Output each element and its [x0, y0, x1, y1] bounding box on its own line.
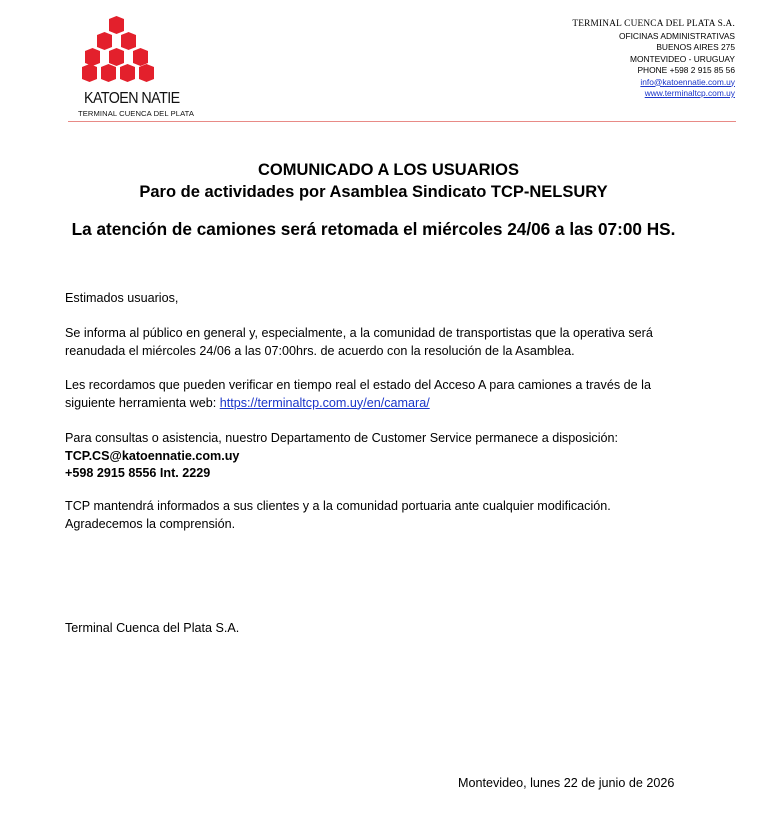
header-divider: [68, 121, 736, 122]
company-name: TERMINAL CUENCA DEL PLATA S.A.: [572, 19, 735, 29]
notice-headline: La atención de camiones será retomada el miércoles 24/06 a las 07:00 HS.: [71, 219, 676, 239]
paragraph-closing: [65, 498, 611, 533]
paragraph-line: Se informa al público en general y, especialmente, a la comunidad de transportistas que la operativa será: [65, 326, 653, 340]
greeting: Estimados usuarios,: [65, 291, 179, 305]
camera-link[interactable]: https://terminaltcp.com.uy/en/camara/: [219, 395, 430, 410]
website-link[interactable]: www.terminaltcp.com.uy: [644, 88, 735, 98]
support-email: TCP.CS@katoennatie.com.uy: [65, 448, 240, 463]
paragraph-line: Les recordamos que pueden verificar en tiempo real el estado del Acceso A para camiones a través de la: [65, 378, 651, 392]
link-prefix: siguiente herramienta web:: [65, 395, 220, 410]
paragraph-line: TCP mantendrá informados a sus clientes y a la comunidad portuaria ante cualquier modificación.: [65, 499, 611, 513]
contact-block: [572, 19, 735, 100]
paragraph-line: Para consultas o asistencia, nuestro Departamento de Customer Service permanece a disposición:: [65, 431, 619, 445]
notice-heading: COMUNICADO A LOS USUARIOS: [258, 161, 519, 179]
contact-email-link[interactable]: info@katoennatie.com.uy: [640, 76, 735, 87]
logo-subtitle: TERMINAL CUENCA DEL PLATA: [78, 109, 195, 118]
paragraph-line: reanudada el miércoles 24/06 a las 07:00hrs. de acuerdo con la resolución de la Asamblea.: [65, 343, 575, 358]
notice-subheading: Paro de actividades por Asamblea Sindicato TCP-NELSURY: [139, 183, 608, 201]
company-logo: [78, 16, 218, 120]
signature: Terminal Cuenca del Plata S.A.: [65, 621, 240, 635]
logo-wordmark: KATOEN NATIE: [84, 90, 180, 107]
city-country: MONTEVIDEO - URUGUAY: [629, 53, 735, 64]
document-date: Montevideo, lunes 22 de junio de 2026: [458, 776, 675, 790]
hexagon-cluster-icon: [78, 16, 168, 88]
paragraph-line: [65, 395, 651, 413]
paragraph-resumption: [65, 325, 653, 360]
office-label: OFICINAS ADMINISTRATIVAS: [618, 30, 735, 41]
support-phone: +598 2915 8556 Int. 2229: [65, 466, 211, 480]
paragraph-camera: [65, 377, 651, 412]
street-address: BUENOS AIRES 275: [656, 42, 735, 52]
phone-number: PHONE +598 2 915 85 56: [637, 65, 735, 75]
paragraph-support: [65, 430, 618, 483]
paragraph-line: Agradecemos la comprensión.: [65, 516, 236, 531]
